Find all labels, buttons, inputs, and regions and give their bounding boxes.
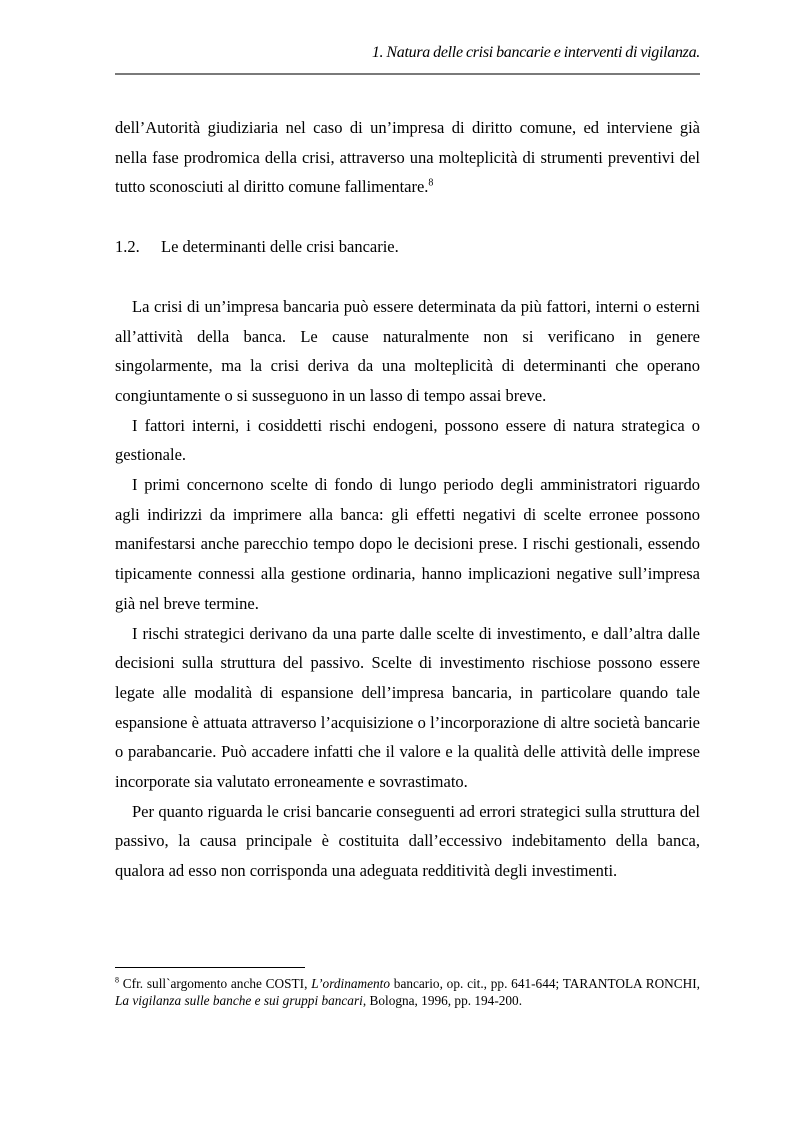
paragraph-continuation (115, 113, 700, 202)
footnote-cited-title-2: La vigilanza sulle banche e sui gruppi bancari (115, 993, 363, 1008)
footnote-text-part1: Cfr. sull`argomento anche COSTI, (122, 976, 308, 991)
header-rule (115, 73, 700, 75)
footnote-rule (115, 967, 305, 968)
footnote-number: 8 (115, 975, 119, 985)
paragraph-1: La crisi di un’impresa bancaria può essere determinata da più fattori, interni o esterni all’attività della banca. Le cause naturalmente non si verificano in genere singolarmente, ma la crisi deriva da una molteplicità di determinanti che operano congiuntamente o si susseguono in un lasso di tempo assai breve. (115, 296, 700, 405)
paragraph-3: I primi concernono scelte di fondo di lungo periodo degli amministratori riguardo agli indirizzi da imprimere alla banca: gli effetti negativi di scelte erronee possono manifestarsi anche parecchio tempo dopo le decisioni prese. I rischi gestionali, essendo tipicamente connessi alla gestione ordinaria, hanno implicazioni negative sull’impresa già nel breve termine. (115, 475, 700, 613)
footnote-reference[interactable]: 8 (428, 177, 434, 189)
footnote-cited-title-1: L’ordinamento (311, 976, 391, 991)
paragraph-continuation-text: dell’Autorità giudiziaria nel caso di un’impresa di diritto comune, ed interviene già nella fase prodromica della crisi, attraverso una molteplicità di strumenti preventivi del tutto sconosciuti al diritto comune fallimentare. (115, 118, 700, 197)
section-title: Le determinanti delle crisi bancarie. (161, 237, 399, 257)
footnote-text-part3: , Bologna, 1996, pp. 194-200. (362, 993, 523, 1008)
paragraph-4: I rischi strategici derivano da una parte dalle scelte di investimento, e dall’altra dalle decisioni sulla struttura del passivo. Scelte di investimento rischiose possono essere legate alle modalità di espansione dell’impresa bancaria, in particolare quando tale espansione è attuata attraverso l’acquisizione o l’incorporazione di altre società bancarie o parabancarie. Può accadere infatti che il valore e la qualità delle attività delle imprese incorporate sia valutato erroneamente e sovrastimato. (115, 623, 700, 792)
running-header: 1. Natura delle crisi bancarie e interventi di vigilanza. (371, 44, 700, 61)
paragraph-2: I fattori interni, i cosiddetti rischi endogeni, possono essere di natura strategica o gestionale. (115, 415, 700, 465)
footnote (115, 975, 700, 1009)
body-text (115, 113, 700, 886)
paragraph-5: Per quanto riguarda le crisi bancarie conseguenti ad errori strategici sulla struttura del passivo, la causa principale è costituita dall’eccessivo indebitamento della banca, qualora ad esso non corrisponda una adeguata redditività degli investimenti. (115, 801, 700, 881)
section-number: 1.2. (115, 237, 140, 257)
footnote-text-part2: bancario, op. cit., pp. 641-644; TARANTOLA RONCHI, (393, 976, 701, 991)
section-heading (115, 232, 700, 262)
